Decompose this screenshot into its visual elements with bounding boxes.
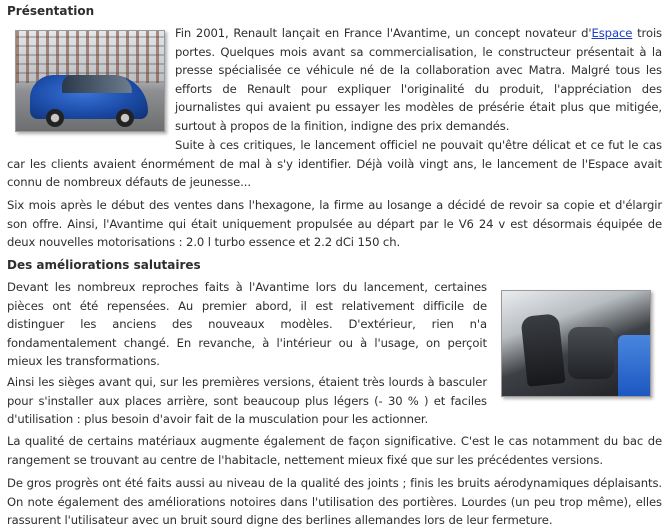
rear-seat — [568, 327, 614, 379]
paragraph-intro: Fin 2001, Renault lançait en France l'Avantime, un concept novateur d'Espace trois portes. Quelques mois avant sa commercialisation, le constructeur présentait à la presse spécialisée ce véhicule né de la collaboration avec Matra. Malgré tous les efforts de Renault pour expliquer l'originalité du produit, l'appréciation des journalistes qui avaient pu essayer les modèles de présérie était plus que mitigée, surtout à propos de la finition, indigne des prix demandés. — [175, 26, 662, 133]
paragraph-critiques: Suite à ces critiques, le lancement officiel ne pouvait qu'être délicat et ce fut le cas car les clients avaient énormément de mal à s'y identifier. Déjà voilà vingt ans, le lancement de l'Espace avait connu de nombreux défauts de jeunesse... — [7, 138, 662, 189]
espace-link[interactable]: Espace — [591, 26, 633, 40]
car-wheel — [116, 109, 134, 127]
car-door — [618, 335, 651, 397]
front-seat — [520, 313, 565, 387]
car-interior-photo — [501, 290, 651, 397]
paragraph-motorisations: Six mois après le début des ventes dans l'hexagone, la firme au losange a décidé de revoir sa copie et d'élargir son offre. Ainsi, l'Avantime qui était uniquement propulsée au départ par le V6 24 v est désormais équipée de deux nouvelles motorisations : 2.0 l turbo essence et 2.2 dCi 150 ch. — [7, 198, 662, 249]
car-wheel — [46, 109, 64, 127]
car-exterior-photo — [15, 30, 165, 132]
paragraph-sieges: Ainsi les sièges avant qui, sur les premières versions, étaient très lourds à basculer pour s'installer aux places arrière, sont beaucoup plus légers (- 30 % ) et faciles d'utilisation : plus besoin d'avoir fait de la musculation pour les actionner. — [7, 375, 487, 426]
paragraph-joints: De gros progrès ont été faits aussi au niveau de la qualité des joints ; finis les bruits aérodynamiques déplaisants. On note également des améliorations notoires dans l'utilisation des portières. Lourdes (un peu trop même), elles rassurent l'utilisateur avec un bruit sourd digne des berlines allemandes lors de leur fermeture. — [7, 476, 662, 527]
section-heading-presentation: Présentation — [7, 4, 95, 18]
paragraph-reproches: Devant les nombreux reproches faits à l'Avantime lors du lancement, certaines pièces ont été repensées. Au premier abord, il est relativement difficile de distinguer les anciens des nouveaux modèles. D'extérieur, rien n'a fondamentalement changé. En revanche, à l'intérieur ou à l'usage, on perçoit mieux les transformations. — [7, 280, 487, 368]
section-heading-ameliorations: Des améliorations salutaires — [7, 258, 201, 272]
paragraph-materiaux: La qualité de certains matériaux augmente également de façon significative. C'est le cas notamment du bac de rangement se trouvant au centre de l'habitacle, nettement mieux fixé que sur les précédentes versions. — [7, 434, 662, 467]
car-windows — [62, 75, 132, 93]
